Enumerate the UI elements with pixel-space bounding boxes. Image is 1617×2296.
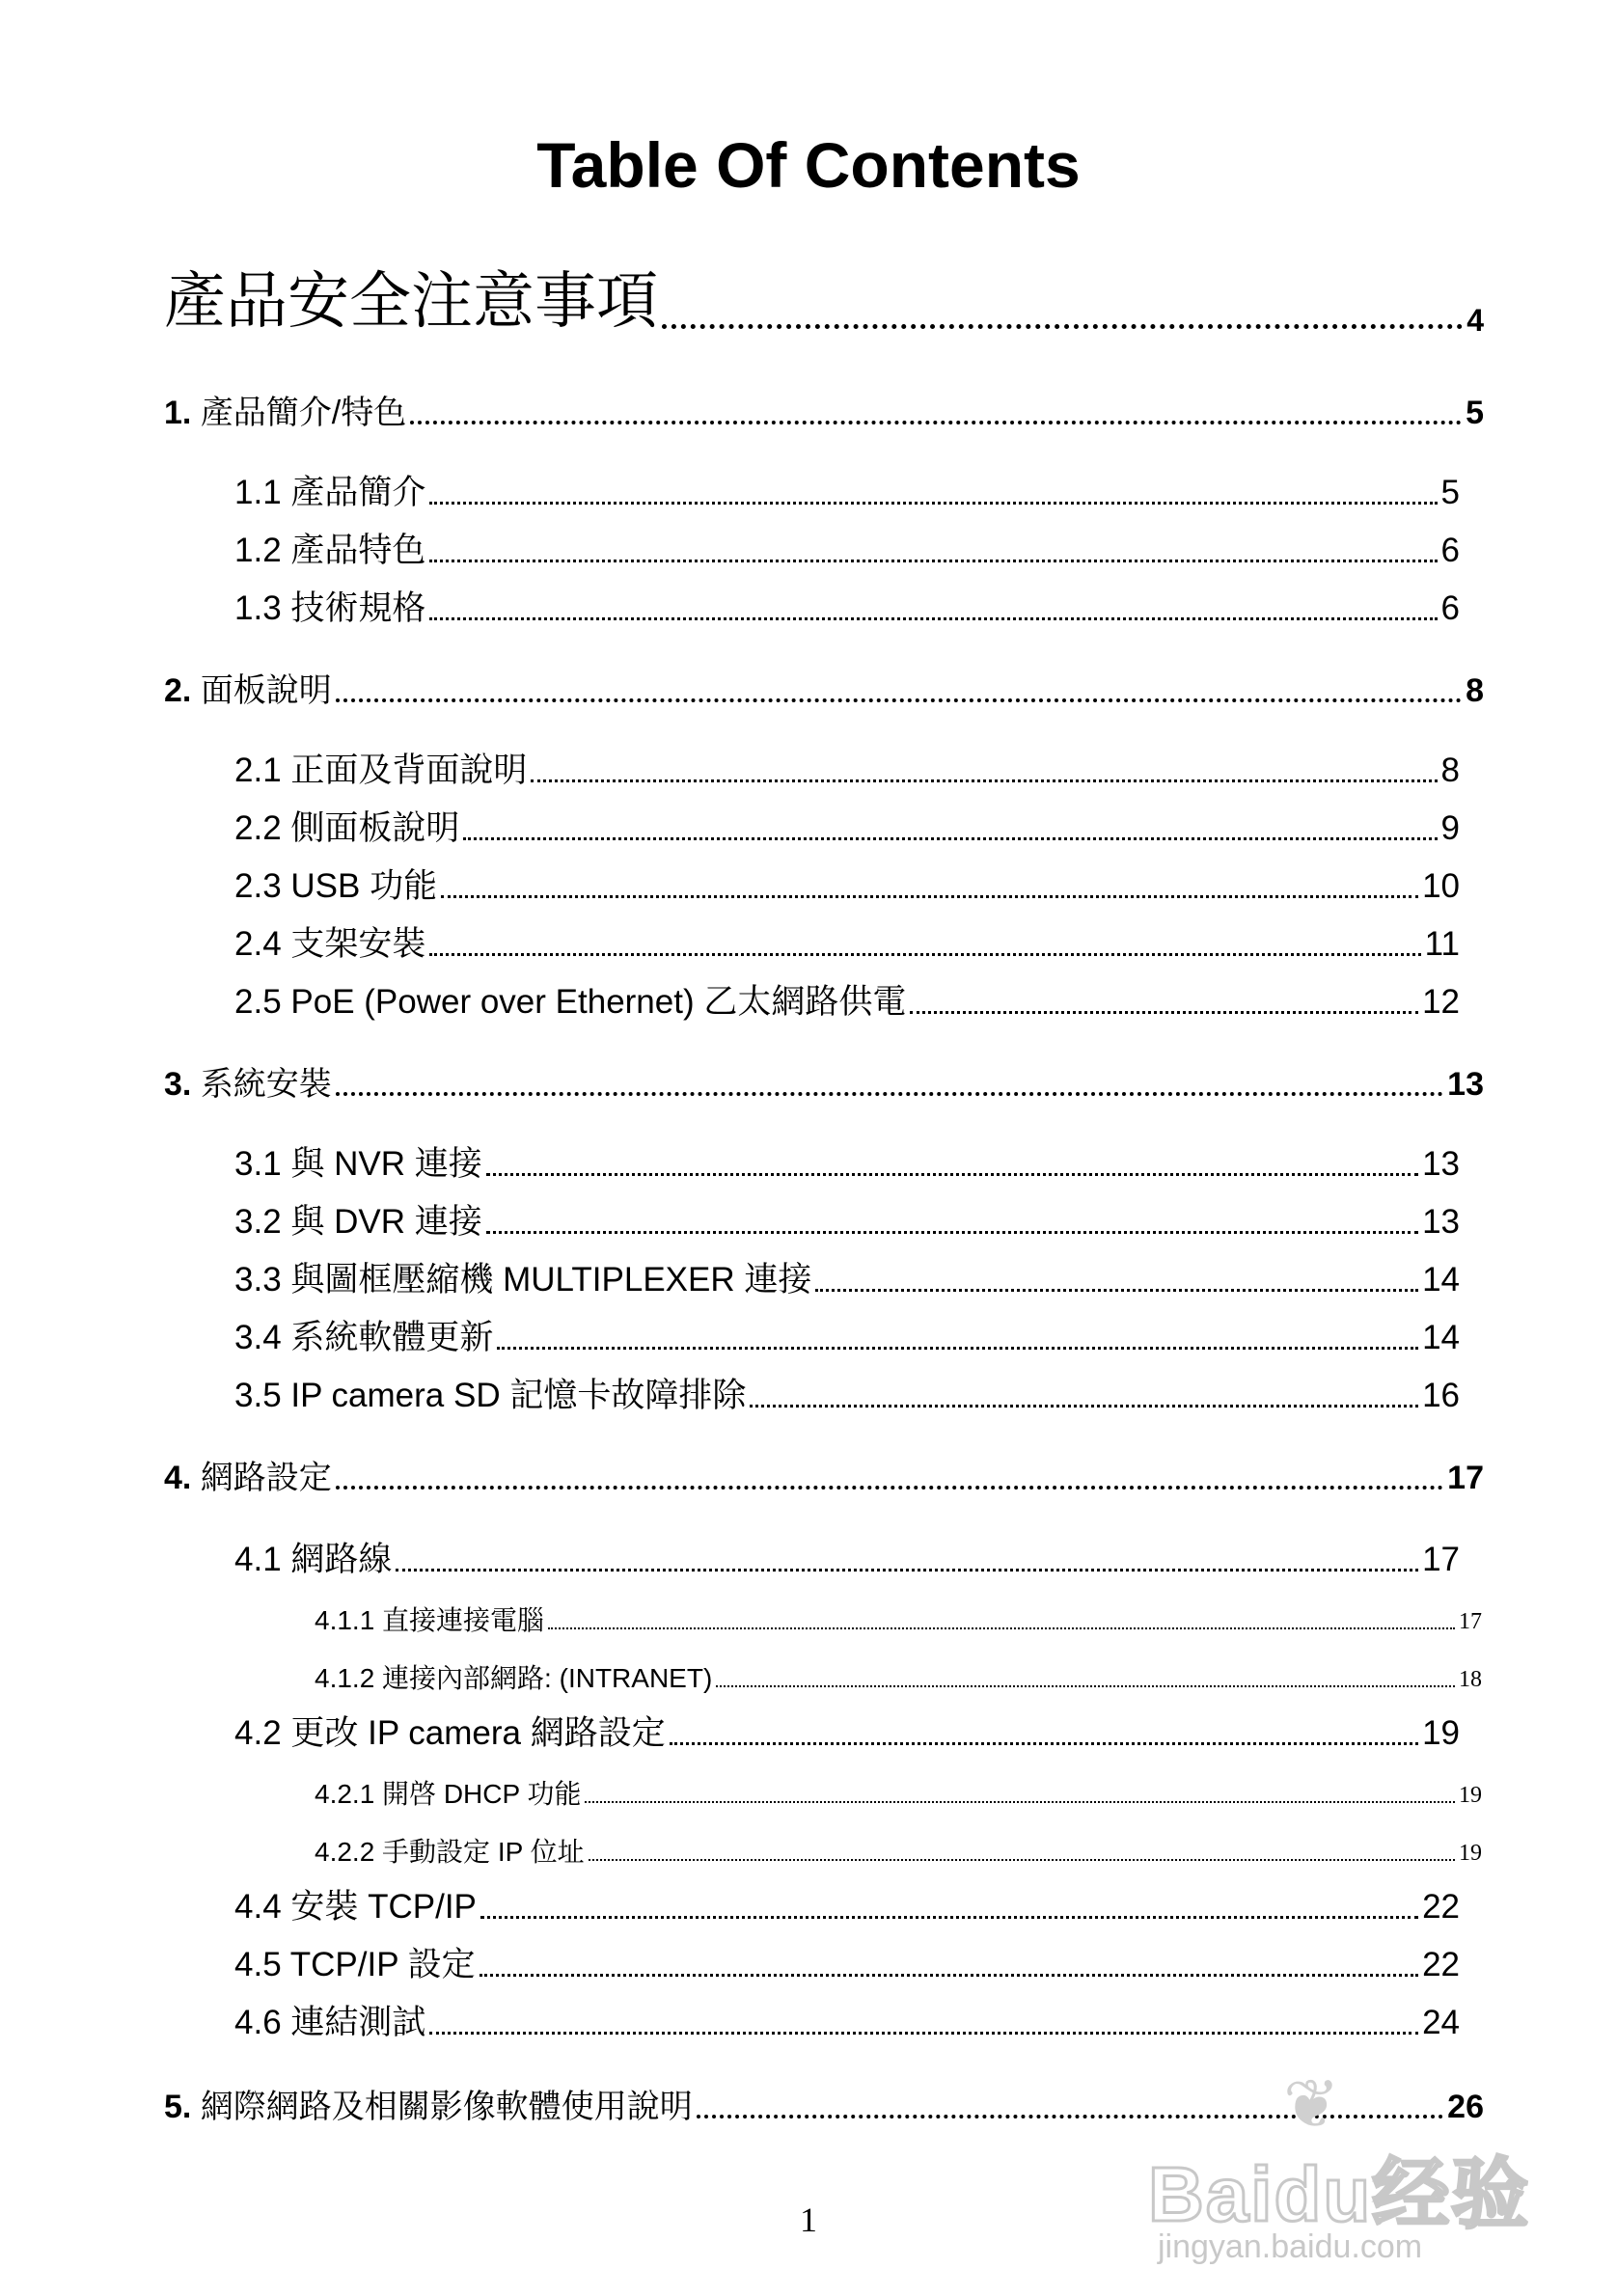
dot-leader: [486, 1139, 1418, 1176]
dot-leader: [531, 746, 1437, 782]
dot-leader: [429, 584, 1437, 620]
toc-label: 1.3 技術規格: [234, 588, 426, 627]
toc-label: 4.1.1 直接連接電腦: [315, 1604, 545, 1635]
toc-page: 14: [1422, 1318, 1460, 1356]
toc-entry-2-4[interactable]: [234, 919, 1460, 964]
toc-page: 6: [1440, 531, 1460, 569]
toc-page: 5: [1440, 473, 1460, 511]
toc-page: 22: [1422, 1945, 1460, 1983]
dot-leader: [336, 1059, 1443, 1096]
toc-label: 面板說明: [200, 671, 332, 709]
toc-entry-3-5[interactable]: [234, 1371, 1460, 1415]
toc-page: 8: [1466, 671, 1484, 709]
toc-page: 17: [1459, 1609, 1482, 1635]
toc-label: 產品安全注意事項: [164, 266, 658, 339]
toc-entry-3-3[interactable]: [234, 1255, 1460, 1299]
toc-label: 3.4 系統軟體更新: [234, 1318, 494, 1356]
dot-leader: [336, 666, 1462, 702]
dot-leader: [441, 861, 1418, 898]
toc-entry-safety[interactable]: [164, 262, 1484, 339]
dot-leader: [750, 1371, 1418, 1408]
toc-page: 18: [1459, 1667, 1482, 1693]
toc-label: 系統安裝: [200, 1065, 332, 1103]
dot-leader: [429, 468, 1437, 505]
toc-label: 4.6 連結測試: [234, 2003, 426, 2041]
toc-entry-4-6[interactable]: [234, 1998, 1460, 2042]
toc-label: 2.2 側面板說明: [234, 808, 460, 847]
toc-number: 3.: [164, 1065, 192, 1103]
toc-page: 19: [1459, 1841, 1482, 1867]
page-title: Table Of Contents: [536, 129, 1081, 201]
watermark-url: jingyan.baidu.com: [1158, 2228, 1423, 2265]
toc-section-1[interactable]: [164, 388, 1484, 432]
toc-page: 26: [1447, 2088, 1484, 2125]
toc-page: 11: [1424, 924, 1460, 963]
toc-section-4[interactable]: [164, 1453, 1484, 1497]
toc-page: 13: [1447, 1065, 1484, 1103]
toc-label: 2.5 PoE (Power over Ethernet) 乙太網路供電: [234, 982, 907, 1021]
dot-leader: [480, 1882, 1418, 1919]
toc-page: 19: [1459, 1783, 1482, 1809]
toc-label: 3.1 與 NVR 連接: [234, 1144, 482, 1183]
toc-entry-4-2-1[interactable]: [315, 1774, 1482, 1810]
toc-label: 4.2.2 手動設定 IP 位址: [315, 1836, 585, 1867]
toc-page: 17: [1447, 1459, 1484, 1496]
dot-leader: [589, 1832, 1455, 1861]
toc-label: 4.4 安裝 TCP/IP: [234, 1887, 477, 1926]
toc-entry-1-1[interactable]: [234, 468, 1460, 512]
toc-entry-4-1[interactable]: [234, 1535, 1460, 1579]
toc-label: 4.2 更改 IP camera 網路設定: [234, 1713, 666, 1752]
toc-entry-1-3[interactable]: [234, 584, 1460, 628]
toc-entry-4-4[interactable]: [234, 1882, 1460, 1927]
toc-number: 5.: [164, 2088, 192, 2125]
toc-label: 產品簡介/特色: [200, 394, 407, 431]
toc-page: 4: [1466, 303, 1484, 339]
toc-entry-4-1-1[interactable]: [315, 1600, 1482, 1636]
toc-label: 3.3 與圖框壓縮機 MULTIPLEXER 連接: [234, 1260, 812, 1298]
toc-entry-3-1[interactable]: [234, 1139, 1460, 1184]
toc-label: 網路設定: [200, 1459, 332, 1496]
toc-page: 13: [1422, 1202, 1460, 1241]
toc-label: 4.5 TCP/IP 設定: [234, 1945, 476, 1983]
toc-page: 8: [1440, 751, 1460, 789]
dot-leader: [486, 1197, 1418, 1234]
baidu-watermark: [1138, 2064, 1544, 2277]
page-number: 1: [800, 2200, 817, 2239]
toc-label: 1.2 產品特色: [234, 531, 426, 569]
toc-section-3[interactable]: [164, 1059, 1484, 1104]
dot-leader: [716, 1658, 1455, 1687]
dot-leader: [410, 388, 1462, 424]
toc-page: 5: [1466, 394, 1484, 431]
toc-entry-4-2[interactable]: [234, 1708, 1460, 1753]
toc-page: 17: [1422, 1540, 1460, 1578]
dot-leader: [429, 1998, 1418, 2035]
toc-entry-2-5[interactable]: [234, 977, 1460, 1022]
dot-leader: [815, 1255, 1418, 1292]
toc-page: 24: [1422, 2003, 1460, 2041]
toc-entry-4-2-2[interactable]: [315, 1832, 1482, 1868]
dot-leader: [396, 1535, 1418, 1572]
toc-entry-2-3[interactable]: [234, 861, 1460, 906]
dot-leader: [662, 262, 1463, 329]
dot-leader: [548, 1600, 1455, 1629]
toc-page: 6: [1440, 588, 1460, 627]
toc-entry-4-5[interactable]: [234, 1940, 1460, 1984]
toc-label: 2.4 支架安裝: [234, 924, 426, 963]
toc-page: 9: [1440, 808, 1460, 847]
toc-label: 3.5 IP camera SD 記憶卡故障排除: [234, 1376, 747, 1414]
toc-section-2[interactable]: [164, 666, 1484, 710]
toc-label: 3.2 與 DVR 連接: [234, 1202, 482, 1241]
toc-label: 2.3 USB 功能: [234, 866, 438, 905]
toc-label: 網際網路及相關影像軟體使用說明: [200, 2088, 693, 2125]
toc-page: 22: [1422, 1887, 1460, 1926]
toc-page: 16: [1422, 1376, 1460, 1414]
toc-entry-3-4[interactable]: [234, 1313, 1460, 1357]
paw-icon: ❦: [1283, 2066, 1340, 2142]
toc-label: 4.2.1 開啓 DHCP 功能: [315, 1778, 582, 1809]
toc-entry-3-2[interactable]: [234, 1197, 1460, 1242]
dot-leader: [910, 977, 1418, 1014]
toc-entry-2-2[interactable]: [234, 804, 1460, 848]
toc-label: 4.1 網路線: [234, 1540, 393, 1578]
dot-leader: [336, 1453, 1443, 1490]
toc-entry-4-1-2[interactable]: [315, 1658, 1482, 1694]
dot-leader: [585, 1774, 1455, 1803]
dot-leader: [670, 1708, 1418, 1745]
toc-number: 1.: [164, 394, 192, 431]
dot-leader: [480, 1940, 1418, 1977]
toc-number: 4.: [164, 1459, 192, 1496]
toc-label: 2.1 正面及背面說明: [234, 751, 528, 789]
dot-leader: [429, 526, 1437, 562]
toc-page: 12: [1422, 982, 1460, 1021]
toc-page: 14: [1422, 1260, 1460, 1298]
toc-entry-1-2[interactable]: [234, 526, 1460, 570]
toc-label: 4.1.2 連接內部網路: (INTRANET): [315, 1662, 713, 1693]
toc-number: 2.: [164, 671, 192, 709]
toc-label: 1.1 產品簡介: [234, 473, 426, 511]
dot-leader: [463, 804, 1437, 840]
toc-page: 19: [1422, 1713, 1460, 1752]
dot-leader: [497, 1313, 1418, 1350]
watermark-brand: Baidu经验: [1148, 2151, 1531, 2237]
dot-leader: [429, 919, 1420, 956]
toc-page: 10: [1422, 866, 1460, 905]
toc-entry-2-1[interactable]: [234, 746, 1460, 790]
toc-page: 13: [1422, 1144, 1460, 1183]
